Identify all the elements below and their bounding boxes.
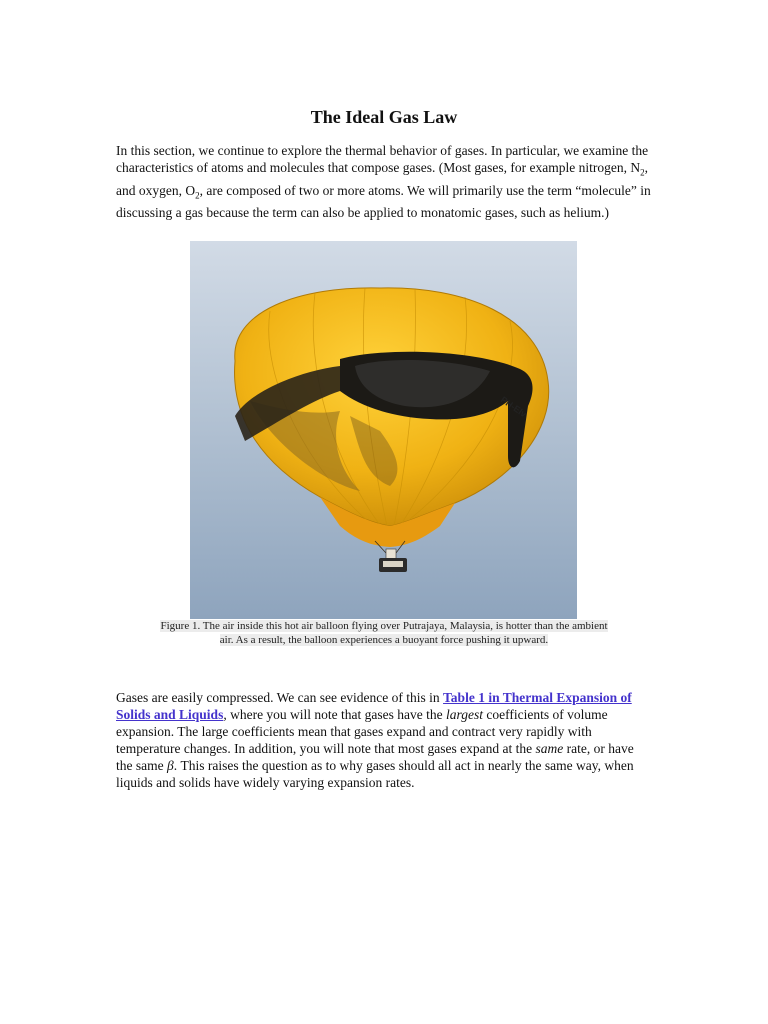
body-text-2: , where you will note that gases have the [223,707,447,722]
intro-text-3: , are composed of two or more atoms. We will primarily use the term “molecule” in discussing a gas because the term can also be applied to monatomic gases, such as helium.) [116,182,651,221]
body-text-1: Gases are easily compressed. We can see evidence of this in [116,690,444,705]
caption-line-2: air. As a result, the balloon experiences a buoyant force pushing it upward. [219,633,549,646]
page-title: The Ideal Gas Law [310,107,458,127]
body-text-3: coefficients of volume expansion. The large coefficients mean that gases expand and contract very rapidly with temperature changes. In addition, you will note that most gases expand at the [116,707,608,756]
intro-text-1: In this section, we continue to explore the thermal behavior of gases. In particular, we examine the characteristics of atoms and molecules that compose gases. (Most gases, for example nitrogen, N [116,143,649,175]
thermal-expansion-link[interactable]: Table 1 in Thermal Expansion of Solids and Liquids [116,690,632,722]
emphasis-largest: largest [446,707,484,722]
caption-line-1: Figure 1. The air inside this hot air balloon flying over Putrajaya, Malaysia, is hotter than the ambient [160,620,608,632]
beta-symbol: β [166,758,174,773]
body-text-5: . This raises the question as to why gases should all act in nearly the same way, when liquids and solids have widely varying expansion rates. [116,758,634,790]
body-paragraph [116,689,652,791]
oxygen-subscript: 2 [195,190,200,201]
nitrogen-subscript: 2 [640,167,645,178]
balloon-registration-text: PH-Elv [498,394,529,420]
hot-air-balloon-image [190,241,577,619]
intro-text-2: , and oxygen, O [116,160,648,198]
intro-paragraph [116,142,652,221]
figure-caption [116,620,652,647]
emphasis-same: same [535,741,564,756]
body-text-4: rate, or have the same [116,741,634,773]
